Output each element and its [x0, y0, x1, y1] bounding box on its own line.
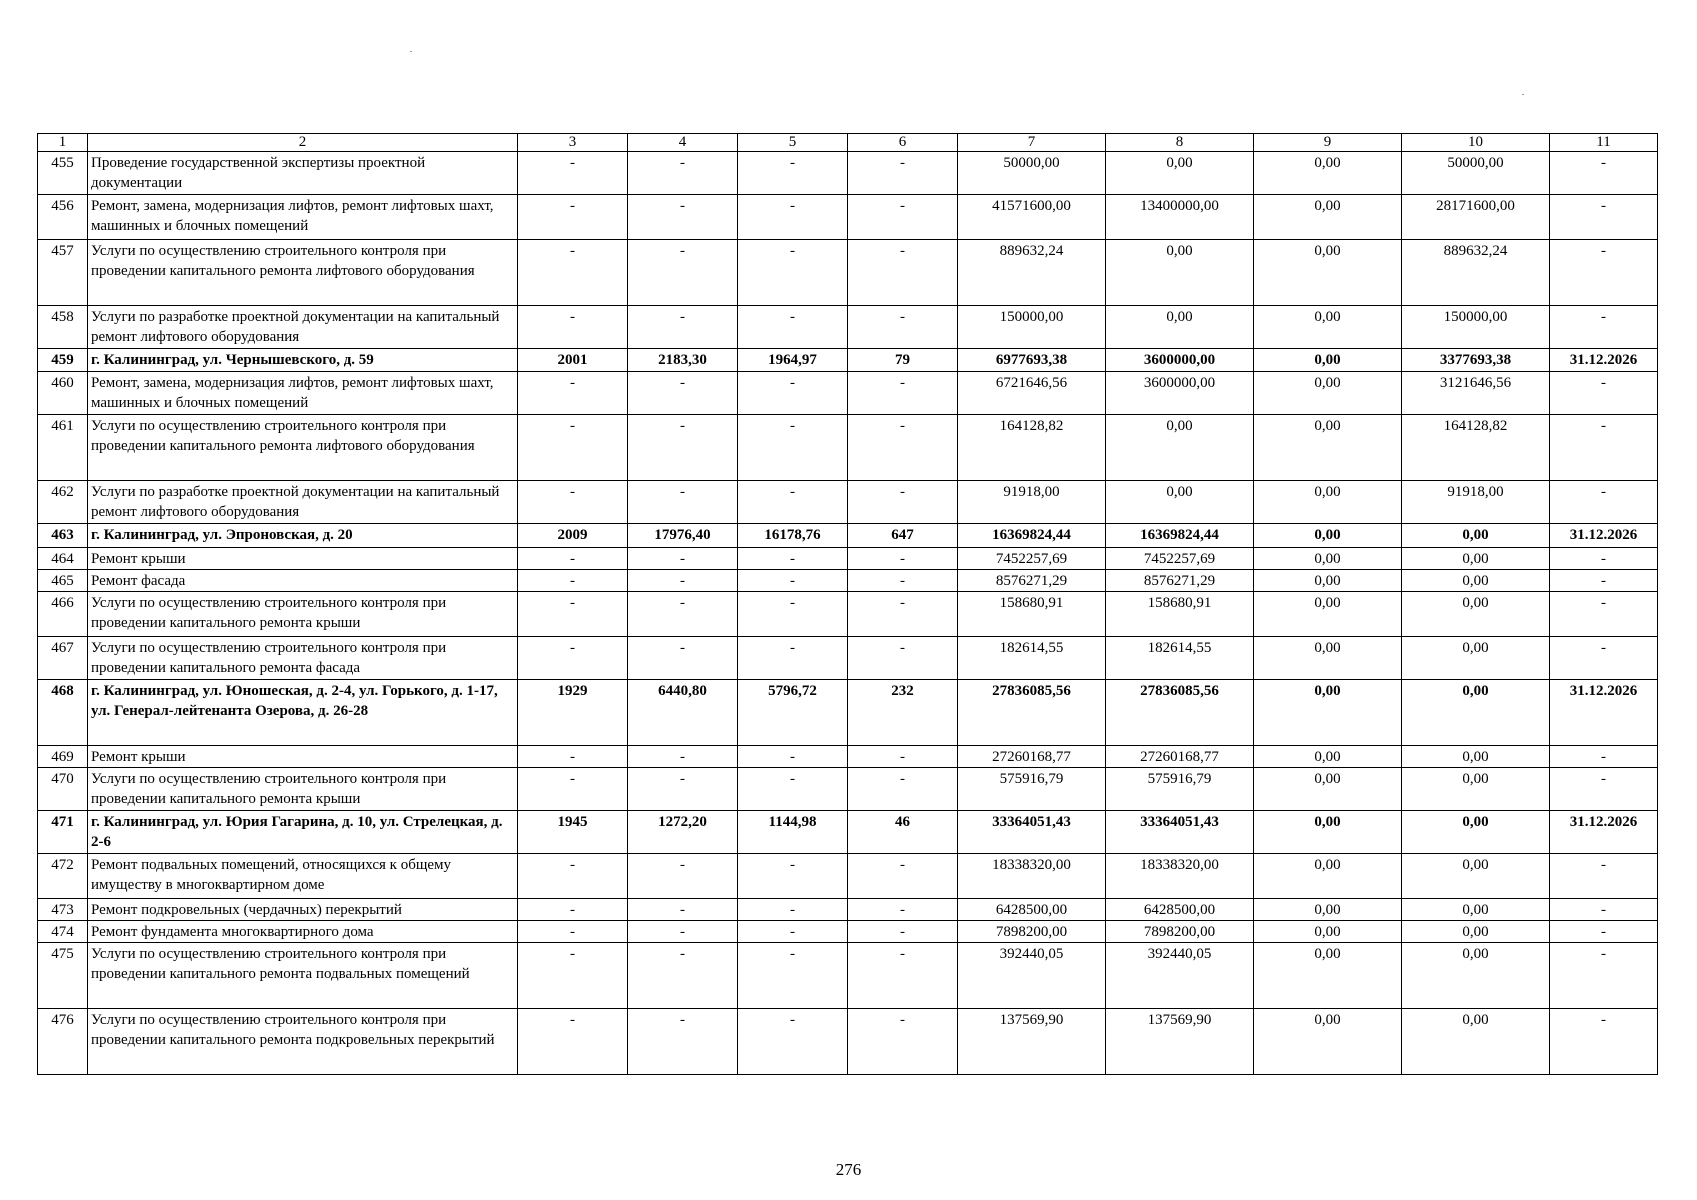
col4-cell: - — [628, 637, 738, 680]
col5-cell: 1964,97 — [738, 349, 848, 372]
total-cost-cell: 8576271,29 — [958, 570, 1106, 592]
deadline-cell: - — [1550, 372, 1658, 415]
col10-cell: 50000,00 — [1402, 152, 1550, 195]
year-cell: - — [518, 943, 628, 1009]
total-cost-cell: 41571600,00 — [958, 195, 1106, 240]
deadline-cell: - — [1550, 921, 1658, 943]
col4-cell: - — [628, 746, 738, 768]
year-cell: - — [518, 746, 628, 768]
table-row — [38, 415, 1658, 481]
col6-cell: 232 — [848, 680, 958, 746]
header-cell: 7 — [958, 134, 1106, 152]
col10-cell: 28171600,00 — [1402, 195, 1550, 240]
work-description: Услуги по осуществлению строительного контроля при проведении капитального ремонта крыши — [88, 768, 518, 811]
scan-speck — [410, 51, 412, 52]
col5-cell: - — [738, 637, 848, 680]
col5-cell: - — [738, 899, 848, 921]
deadline-cell: 31.12.2026 — [1550, 811, 1658, 854]
col6-cell: - — [848, 746, 958, 768]
work-description: Ремонт, замена, модернизация лифтов, ремонт лифтовых шахт, машинных и блочных помещений — [88, 372, 518, 415]
col6-cell: - — [848, 768, 958, 811]
row-number: 469 — [38, 746, 88, 768]
table-row — [38, 524, 1658, 548]
total-cost-cell: 889632,24 — [958, 240, 1106, 306]
total-cost-cell: 158680,91 — [958, 592, 1106, 637]
col8-cell: 137569,90 — [1106, 1009, 1254, 1075]
col8-cell: 182614,55 — [1106, 637, 1254, 680]
header-cell: 6 — [848, 134, 958, 152]
col6-cell: 647 — [848, 524, 958, 548]
col6-cell: - — [848, 306, 958, 349]
deadline-cell: - — [1550, 1009, 1658, 1075]
table-row — [38, 570, 1658, 592]
year-cell: - — [518, 548, 628, 570]
table-row — [38, 372, 1658, 415]
deadline-cell: - — [1550, 548, 1658, 570]
col8-cell: 0,00 — [1106, 152, 1254, 195]
row-number: 465 — [38, 570, 88, 592]
row-number: 476 — [38, 1009, 88, 1075]
work-description: Услуги по разработке проектной документации на капитальный ремонт лифтового оборудования — [88, 481, 518, 524]
row-number: 461 — [38, 415, 88, 481]
row-number: 473 — [38, 899, 88, 921]
col9-cell: 0,00 — [1254, 943, 1402, 1009]
col6-cell: - — [848, 921, 958, 943]
total-cost-cell: 182614,55 — [958, 637, 1106, 680]
total-cost-cell: 16369824,44 — [958, 524, 1106, 548]
col10-cell: 889632,24 — [1402, 240, 1550, 306]
work-description: Услуги по осуществлению строительного контроля при проведении капитального ремонта фасада — [88, 637, 518, 680]
col5-cell: - — [738, 415, 848, 481]
col10-cell: 0,00 — [1402, 943, 1550, 1009]
table-row — [38, 349, 1658, 372]
col8-cell: 7898200,00 — [1106, 921, 1254, 943]
col8-cell: 575916,79 — [1106, 768, 1254, 811]
col10-cell: 0,00 — [1402, 524, 1550, 548]
scan-speck — [1522, 94, 1524, 95]
col5-cell: - — [738, 943, 848, 1009]
header-cell: 1 — [38, 134, 88, 152]
col10-cell: 91918,00 — [1402, 481, 1550, 524]
col9-cell: 0,00 — [1254, 592, 1402, 637]
total-cost-cell: 392440,05 — [958, 943, 1106, 1009]
total-cost-cell: 575916,79 — [958, 768, 1106, 811]
col9-cell: 0,00 — [1254, 349, 1402, 372]
header-cell: 8 — [1106, 134, 1254, 152]
col9-cell: 0,00 — [1254, 372, 1402, 415]
col4-cell: 17976,40 — [628, 524, 738, 548]
col8-cell: 18338320,00 — [1106, 854, 1254, 899]
work-description: Услуги по осуществлению строительного контроля при проведении капитального ремонта крыши — [88, 592, 518, 637]
col9-cell: 0,00 — [1254, 680, 1402, 746]
col10-cell: 3121646,56 — [1402, 372, 1550, 415]
year-cell: 2001 — [518, 349, 628, 372]
table-row — [38, 811, 1658, 854]
work-description: г. Калининград, ул. Чернышевского, д. 59 — [88, 349, 518, 372]
year-cell: - — [518, 592, 628, 637]
col10-cell: 0,00 — [1402, 680, 1550, 746]
col10-cell: 150000,00 — [1402, 306, 1550, 349]
table-row — [38, 548, 1658, 570]
col9-cell: 0,00 — [1254, 195, 1402, 240]
col6-cell: - — [848, 372, 958, 415]
work-description: Услуги по осуществлению строительного контроля при проведении капитального ремонта подкровельных перекрытий — [88, 1009, 518, 1075]
col8-cell: 3600000,00 — [1106, 372, 1254, 415]
header-cell: 9 — [1254, 134, 1402, 152]
year-cell: - — [518, 481, 628, 524]
col4-cell: - — [628, 548, 738, 570]
work-description: Ремонт крыши — [88, 746, 518, 768]
work-description: г. Калининград, ул. Эпроновская, д. 20 — [88, 524, 518, 548]
work-description: Услуги по осуществлению строительного контроля при проведении капитального ремонта лифтового оборудования — [88, 240, 518, 306]
year-cell: 1945 — [518, 811, 628, 854]
table-row — [38, 746, 1658, 768]
col10-cell: 0,00 — [1402, 548, 1550, 570]
year-cell: - — [518, 195, 628, 240]
row-number: 459 — [38, 349, 88, 372]
page-number: 276 — [835, 1160, 862, 1179]
col4-cell: - — [628, 415, 738, 481]
deadline-cell: - — [1550, 570, 1658, 592]
col6-cell: - — [848, 570, 958, 592]
work-description: Услуги по осуществлению строительного контроля при проведении капитального ремонта лифтового оборудования — [88, 415, 518, 481]
col6-cell: - — [848, 152, 958, 195]
total-cost-cell: 137569,90 — [958, 1009, 1106, 1075]
work-description: Ремонт крыши — [88, 548, 518, 570]
col5-cell: - — [738, 854, 848, 899]
col6-cell: - — [848, 415, 958, 481]
deadline-cell: - — [1550, 240, 1658, 306]
col9-cell: 0,00 — [1254, 481, 1402, 524]
deadline-cell: - — [1550, 195, 1658, 240]
work-description: Ремонт фундамента многоквартирного дома — [88, 921, 518, 943]
total-cost-cell: 6721646,56 — [958, 372, 1106, 415]
row-number: 458 — [38, 306, 88, 349]
header-cell: 11 — [1550, 134, 1658, 152]
total-cost-cell: 164128,82 — [958, 415, 1106, 481]
total-cost-cell: 6977693,38 — [958, 349, 1106, 372]
table-row — [38, 1009, 1658, 1075]
col4-cell: - — [628, 240, 738, 306]
deadline-cell: 31.12.2026 — [1550, 524, 1658, 548]
col10-cell: 0,00 — [1402, 746, 1550, 768]
total-cost-cell: 33364051,43 — [958, 811, 1106, 854]
col9-cell: 0,00 — [1254, 811, 1402, 854]
year-cell: - — [518, 768, 628, 811]
year-cell: - — [518, 415, 628, 481]
row-number: 463 — [38, 524, 88, 548]
table-row — [38, 680, 1658, 746]
col4-cell: 2183,30 — [628, 349, 738, 372]
col9-cell: 0,00 — [1254, 637, 1402, 680]
year-cell: - — [518, 854, 628, 899]
table-row — [38, 152, 1658, 195]
row-number: 471 — [38, 811, 88, 854]
col4-cell: - — [628, 570, 738, 592]
col4-cell: - — [628, 921, 738, 943]
year-cell: 1929 — [518, 680, 628, 746]
table-row — [38, 921, 1658, 943]
col9-cell: 0,00 — [1254, 240, 1402, 306]
col8-cell: 27260168,77 — [1106, 746, 1254, 768]
col6-cell: - — [848, 899, 958, 921]
year-cell: - — [518, 152, 628, 195]
col10-cell: 0,00 — [1402, 570, 1550, 592]
col6-cell: - — [848, 592, 958, 637]
row-number: 464 — [38, 548, 88, 570]
work-description: Услуги по осуществлению строительного контроля при проведении капитального ремонта подвальных помещений — [88, 943, 518, 1009]
row-number: 455 — [38, 152, 88, 195]
col9-cell: 0,00 — [1254, 524, 1402, 548]
col9-cell: 0,00 — [1254, 768, 1402, 811]
table-row — [38, 768, 1658, 811]
col6-cell: 46 — [848, 811, 958, 854]
total-cost-cell: 150000,00 — [958, 306, 1106, 349]
table-row — [38, 943, 1658, 1009]
col10-cell: 0,00 — [1402, 592, 1550, 637]
deadline-cell: - — [1550, 768, 1658, 811]
col10-cell: 0,00 — [1402, 768, 1550, 811]
work-description: Проведение государственной экспертизы проектной документации — [88, 152, 518, 195]
total-cost-cell: 6428500,00 — [958, 899, 1106, 921]
col5-cell: - — [738, 372, 848, 415]
col8-cell: 8576271,29 — [1106, 570, 1254, 592]
col4-cell: - — [628, 152, 738, 195]
col9-cell: 0,00 — [1254, 854, 1402, 899]
year-cell: - — [518, 921, 628, 943]
work-description: Ремонт фасада — [88, 570, 518, 592]
col10-cell: 0,00 — [1402, 899, 1550, 921]
work-description: Ремонт, замена, модернизация лифтов, ремонт лифтовых шахт, машинных и блочных помещений — [88, 195, 518, 240]
col9-cell: 0,00 — [1254, 921, 1402, 943]
table-row — [38, 899, 1658, 921]
year-cell: - — [518, 899, 628, 921]
col10-cell: 0,00 — [1402, 637, 1550, 680]
col4-cell: 6440,80 — [628, 680, 738, 746]
deadline-cell: - — [1550, 637, 1658, 680]
col6-cell: - — [848, 637, 958, 680]
table-row — [38, 195, 1658, 240]
col5-cell: - — [738, 768, 848, 811]
col8-cell: 16369824,44 — [1106, 524, 1254, 548]
header-cell: 2 — [88, 134, 518, 152]
col10-cell: 0,00 — [1402, 921, 1550, 943]
header-cell: 5 — [738, 134, 848, 152]
col6-cell: - — [848, 1009, 958, 1075]
col8-cell: 0,00 — [1106, 240, 1254, 306]
col5-cell: 5796,72 — [738, 680, 848, 746]
work-description: Ремонт подвальных помещений, относящихся к общему имуществу в многоквартирном доме — [88, 854, 518, 899]
col6-cell: 79 — [848, 349, 958, 372]
deadline-cell: - — [1550, 943, 1658, 1009]
col4-cell: - — [628, 1009, 738, 1075]
col4-cell: - — [628, 481, 738, 524]
total-cost-cell: 50000,00 — [958, 152, 1106, 195]
col9-cell: 0,00 — [1254, 570, 1402, 592]
col4-cell: - — [628, 943, 738, 1009]
deadline-cell: - — [1550, 592, 1658, 637]
deadline-cell: - — [1550, 746, 1658, 768]
deadline-cell: - — [1550, 854, 1658, 899]
work-description: г. Калининград, ул. Юрия Гагарина, д. 10, ул. Стрелецкая, д. 2-6 — [88, 811, 518, 854]
total-cost-cell: 91918,00 — [958, 481, 1106, 524]
col5-cell: - — [738, 152, 848, 195]
table-row — [38, 306, 1658, 349]
col5-cell: - — [738, 592, 848, 637]
col9-cell: 0,00 — [1254, 415, 1402, 481]
col10-cell: 164128,82 — [1402, 415, 1550, 481]
col6-cell: - — [848, 481, 958, 524]
deadline-cell: - — [1550, 306, 1658, 349]
row-number: 475 — [38, 943, 88, 1009]
work-description: Услуги по разработке проектной документации на капитальный ремонт лифтового оборудования — [88, 306, 518, 349]
table-row — [38, 854, 1658, 899]
table-body — [38, 152, 1658, 1075]
col8-cell: 13400000,00 — [1106, 195, 1254, 240]
col10-cell: 0,00 — [1402, 1009, 1550, 1075]
row-number: 460 — [38, 372, 88, 415]
total-cost-cell: 18338320,00 — [958, 854, 1106, 899]
col5-cell: - — [738, 570, 848, 592]
header-cell: 3 — [518, 134, 628, 152]
col6-cell: - — [848, 943, 958, 1009]
col8-cell: 0,00 — [1106, 481, 1254, 524]
col6-cell: - — [848, 240, 958, 306]
col10-cell: 0,00 — [1402, 854, 1550, 899]
col4-cell: 1272,20 — [628, 811, 738, 854]
col4-cell: - — [628, 592, 738, 637]
col4-cell: - — [628, 768, 738, 811]
deadline-cell: 31.12.2026 — [1550, 680, 1658, 746]
row-number: 470 — [38, 768, 88, 811]
total-cost-cell: 27260168,77 — [958, 746, 1106, 768]
col5-cell: - — [738, 195, 848, 240]
deadline-cell: - — [1550, 152, 1658, 195]
col8-cell: 158680,91 — [1106, 592, 1254, 637]
row-number: 467 — [38, 637, 88, 680]
year-cell: - — [518, 240, 628, 306]
row-number: 468 — [38, 680, 88, 746]
total-cost-cell: 27836085,56 — [958, 680, 1106, 746]
header-cell: 10 — [1402, 134, 1550, 152]
col5-cell: - — [738, 746, 848, 768]
row-number: 474 — [38, 921, 88, 943]
col8-cell: 0,00 — [1106, 415, 1254, 481]
col4-cell: - — [628, 372, 738, 415]
col6-cell: - — [848, 548, 958, 570]
header-cell: 4 — [628, 134, 738, 152]
deadline-cell: 31.12.2026 — [1550, 349, 1658, 372]
col9-cell: 0,00 — [1254, 152, 1402, 195]
year-cell: - — [518, 570, 628, 592]
table-row — [38, 592, 1658, 637]
col9-cell: 0,00 — [1254, 746, 1402, 768]
col5-cell: - — [738, 306, 848, 349]
table-row — [38, 240, 1658, 306]
col6-cell: - — [848, 854, 958, 899]
row-number: 462 — [38, 481, 88, 524]
col9-cell: 0,00 — [1254, 548, 1402, 570]
col9-cell: 0,00 — [1254, 306, 1402, 349]
col5-cell: - — [738, 1009, 848, 1075]
year-cell: - — [518, 1009, 628, 1075]
row-number: 456 — [38, 195, 88, 240]
work-description: г. Калининград, ул. Юношеская, д. 2-4, ул. Горького, д. 1-17, ул. Генерал-лейтенанта Озерова, д. 26-28 — [88, 680, 518, 746]
year-cell: - — [518, 372, 628, 415]
col8-cell: 0,00 — [1106, 306, 1254, 349]
col8-cell: 27836085,56 — [1106, 680, 1254, 746]
col8-cell: 392440,05 — [1106, 943, 1254, 1009]
col5-cell: - — [738, 548, 848, 570]
col8-cell: 7452257,69 — [1106, 548, 1254, 570]
row-number: 457 — [38, 240, 88, 306]
col5-cell: 16178,76 — [738, 524, 848, 548]
deadline-cell: - — [1550, 415, 1658, 481]
total-cost-cell: 7452257,69 — [958, 548, 1106, 570]
col4-cell: - — [628, 899, 738, 921]
capital-repair-table — [37, 133, 1658, 1075]
row-number: 466 — [38, 592, 88, 637]
col9-cell: 0,00 — [1254, 899, 1402, 921]
deadline-cell: - — [1550, 481, 1658, 524]
col5-cell: - — [738, 240, 848, 306]
work-description: Ремонт подкровельных (чердачных) перекрытий — [88, 899, 518, 921]
col8-cell: 3600000,00 — [1106, 349, 1254, 372]
col4-cell: - — [628, 195, 738, 240]
col10-cell: 0,00 — [1402, 811, 1550, 854]
row-number: 472 — [38, 854, 88, 899]
table-row — [38, 637, 1658, 680]
table-row — [38, 481, 1658, 524]
col9-cell: 0,00 — [1254, 1009, 1402, 1075]
col4-cell: - — [628, 306, 738, 349]
col5-cell: - — [738, 921, 848, 943]
col10-cell: 3377693,38 — [1402, 349, 1550, 372]
col5-cell: - — [738, 481, 848, 524]
total-cost-cell: 7898200,00 — [958, 921, 1106, 943]
deadline-cell: - — [1550, 899, 1658, 921]
col8-cell: 6428500,00 — [1106, 899, 1254, 921]
year-cell: - — [518, 637, 628, 680]
column-number-header-row — [38, 134, 1658, 152]
col5-cell: 1144,98 — [738, 811, 848, 854]
col4-cell: - — [628, 854, 738, 899]
col8-cell: 33364051,43 — [1106, 811, 1254, 854]
col6-cell: - — [848, 195, 958, 240]
year-cell: 2009 — [518, 524, 628, 548]
year-cell: - — [518, 306, 628, 349]
